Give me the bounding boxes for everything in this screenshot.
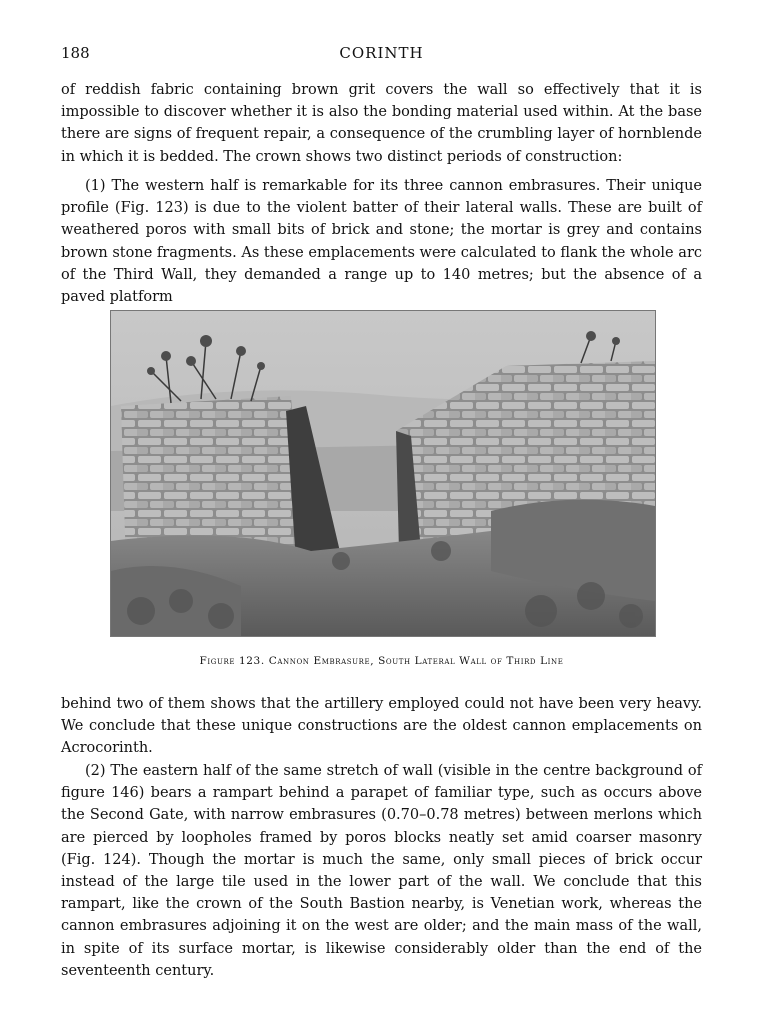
figure-photo bbox=[110, 310, 656, 637]
page-header bbox=[61, 44, 702, 66]
running-title: CORINTH bbox=[339, 44, 424, 62]
figure-caption: Figure 123. Cannon Embrasure, South Lateral Wall of Third Line bbox=[199, 655, 564, 667]
paragraph-2: (1) The western half is remarkable for its three cannon embrasures. Their unique profile (Fig. 123) is due to the violent batter of their lateral walls. These are built of weathered poros with small bits of brick and stone; the mortar is grey and contains brown stone fragments. As these emplacements were calculated to flank the whole arc of the Third Wall, they demanded a range up to 140 metres; but the absence of a paved platform bbox=[61, 178, 702, 306]
paragraph-1: of reddish fabric containing brown grit covers the wall so effectively that it is impossible to discover whether it is also the bonding material used within. At the base there are signs of frequent repair, a consequence of the crumbling layer of hornblende in which it is bedded. The crown shows two distinct periods of construction: bbox=[61, 82, 702, 165]
cannon-embrasure-photo bbox=[111, 311, 655, 636]
paragraph-3: behind two of them shows that the artillery employed could not have been very heavy. We conclude that these unique constructions are the oldest cannon emplacements on Acrocorinth. bbox=[61, 696, 702, 757]
page-number: 188 bbox=[61, 44, 90, 62]
paragraph-4: (2) The eastern half of the same stretch of wall (visible in the centre background of figure 146) bears a rampart behind a parapet of familiar type, such as occurs above the Second Gate, with narrow embrasures (0.70–0.78 metres) between merlons which are pierced by loopholes framed by poros blocks neatly set amid coarser masonry (Fig. 124). Though the mortar is much the same, only small pieces of brick occur instead of the large tile used in the lower part of the wall. We conclude that this rampart, like the crown of the South Bastion nearby, is Venetian work, whereas the cannon embrasures adjoining it on the west are older; and the main mass of the wall, in spite of its surface mortar, is likewise considerably older than the end of the seventeenth century. bbox=[61, 763, 702, 979]
